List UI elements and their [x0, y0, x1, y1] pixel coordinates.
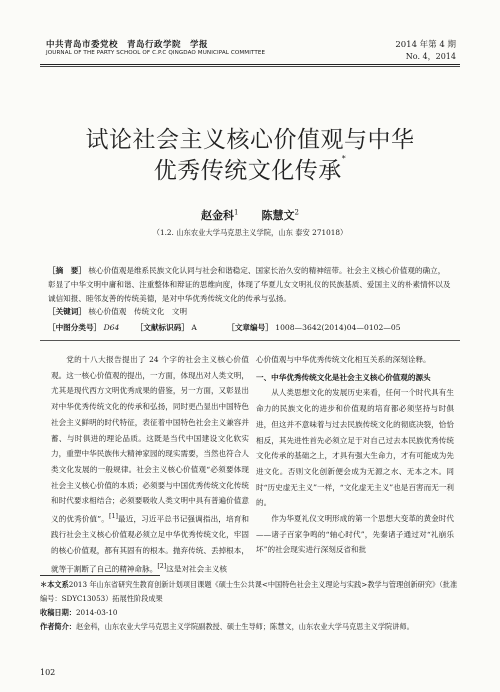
header-rule	[40, 64, 460, 65]
footnote-received: 收稿日期：2014-03-10	[40, 608, 118, 617]
body-column-right	[256, 352, 454, 558]
author-name: 陈慧文	[261, 209, 295, 222]
article-title-line2: 优秀传统文化传承*	[153, 154, 347, 184]
article-number: 1008—3642(2014)04—0102—05	[275, 323, 401, 332]
abstract-tag: ［摘 要］	[48, 266, 86, 275]
doc-code: A	[191, 323, 197, 332]
authors: 赵金科$^1$ 陈慧文$^2$	[201, 208, 299, 222]
issue-cn: 2014 年第 4 期	[395, 40, 456, 50]
keywords: ［关键词］ 核心价值观 传统文化 文明	[48, 307, 188, 316]
citation: [1]	[108, 513, 118, 521]
body-paragraph: 党的十八大报告提出了 24 个字的社会主义核心价值观。这一核心价值观的提出，一方面，体现出对人类文明，尤其是现代西方文明优秀成果的借鉴，另一方面，又彰显出对中华优秀传统文化的传承和弘扬，同时更凸显出中国特色社会主义鲜明的时代特征，表征着中国特色社会主义兼容并蓄、与时俱进的理论品质。这既是当代中国建设文化软实力，重塑中华民族伟大精神家园的现实需要，当然也符合人类文化发展的一般规律。社会主义核心价值观“必须要体现社会主义核心价值的本质；必须要与中国优秀传统文化传统和时代要求相结合；必须要吸收人类文明中具有普遍价值意义的优秀价值”。[1]最近，习近平总书记强调指出，培育和践行社会主义核心价值观必须立足中华优秀传统文化，牢固的核心价值观，都有其固有的根本。抛弃传统、丢掉根本，就等于割断了自己的精神命脉。[2]这是对社会主义核	[51, 355, 249, 574]
footnote-rule	[40, 575, 160, 576]
meta-rule	[40, 340, 460, 341]
journal-title-en: JOURNAL OF THE PARTY SCHOOL OF C.P.C QINGDAO MUNICIPAL COMMITTEE	[46, 50, 266, 56]
body-paragraph: 从人类思想文化的发展历史来看，任何一个时代具有生命力的民族文化的进步和价值观的培育都必须坚持与时俱进，但这并不意味着与过去民族传统文化的彻底决裂，恰恰相反，其先进性首先必须立足于对自己过去本民族优秀传统文化传承的基础之上，才具有强大生命力，才有可能成为先进文化。否则文化创新便会成为无源之水、无本之木。同时“历史虚无主义”一样，“文化虚无主义”也是百害而无一利的。	[256, 388, 454, 508]
section-heading: 一、中华优秀传统文化是社会主义核心价值观的源头	[256, 372, 431, 382]
author-name: 赵金科	[201, 209, 235, 222]
issue-en: No. 4，2014	[405, 52, 456, 61]
classification-meta: ［中图分类号］ D64 ［文献标识码］ A ［文章编号］ 1008—3642(2014)04—0102—05	[48, 323, 401, 332]
footnote-authors: 作者简介：赵金科，山东农业大学马克思主义学院副教授、硕士生导师；陈慧文，山东农业大学马克思主义学院讲师。	[40, 622, 414, 631]
abstract-text: 核心价值观是维系民族文化认同与社会和谐稳定、国家长治久安的精神纽带。社会主义核心价值观的确立，彰显了中华文明中庸和谐、注重整体和辩证的思维向度，体现了华夏儿女文明礼仪的民族基质、爱国主义的朴素情怀以及诚信知报、睦邻友善的传统美德，是对中华优秀传统文化的传承与弘扬。	[48, 266, 451, 303]
page-number: 102	[40, 668, 56, 677]
affiliation: （1.2. 山东农业大学马克思主义学院，山东 泰安 271018）	[152, 228, 348, 237]
citation: [2]	[157, 562, 167, 570]
header-rule-thin	[40, 66, 460, 67]
abstract	[48, 264, 452, 306]
journal-title-cn: 中共青岛市委党校 青岛行政学院 学报	[46, 40, 209, 50]
clc-code: D64	[103, 323, 120, 332]
body-column-left	[51, 352, 249, 577]
footnote-fund: ＊本文系2013 年山东省研究生教育创新计划项目课题《硕士生公共课<中国特色社会主义理论与实践>教学与管理创新研究》（批准编号：SDYC13053）拓展性阶段成果	[40, 580, 458, 603]
body-paragraph: 作为华夏礼仪文明形成的第一个思想大变革的黄金时代——诸子百家争鸣的“轴心时代”，先秦诸子通过对“礼崩乐坏”的社会现实进行深刻反省和批	[256, 514, 454, 555]
title-footnote-mark: *	[341, 154, 347, 163]
article-title-line1: 试论社会主义核心价值观与中华	[85, 127, 415, 153]
body-paragraph: 心价值观与中华优秀传统文化相互关系的深刻诠释。	[256, 355, 431, 364]
